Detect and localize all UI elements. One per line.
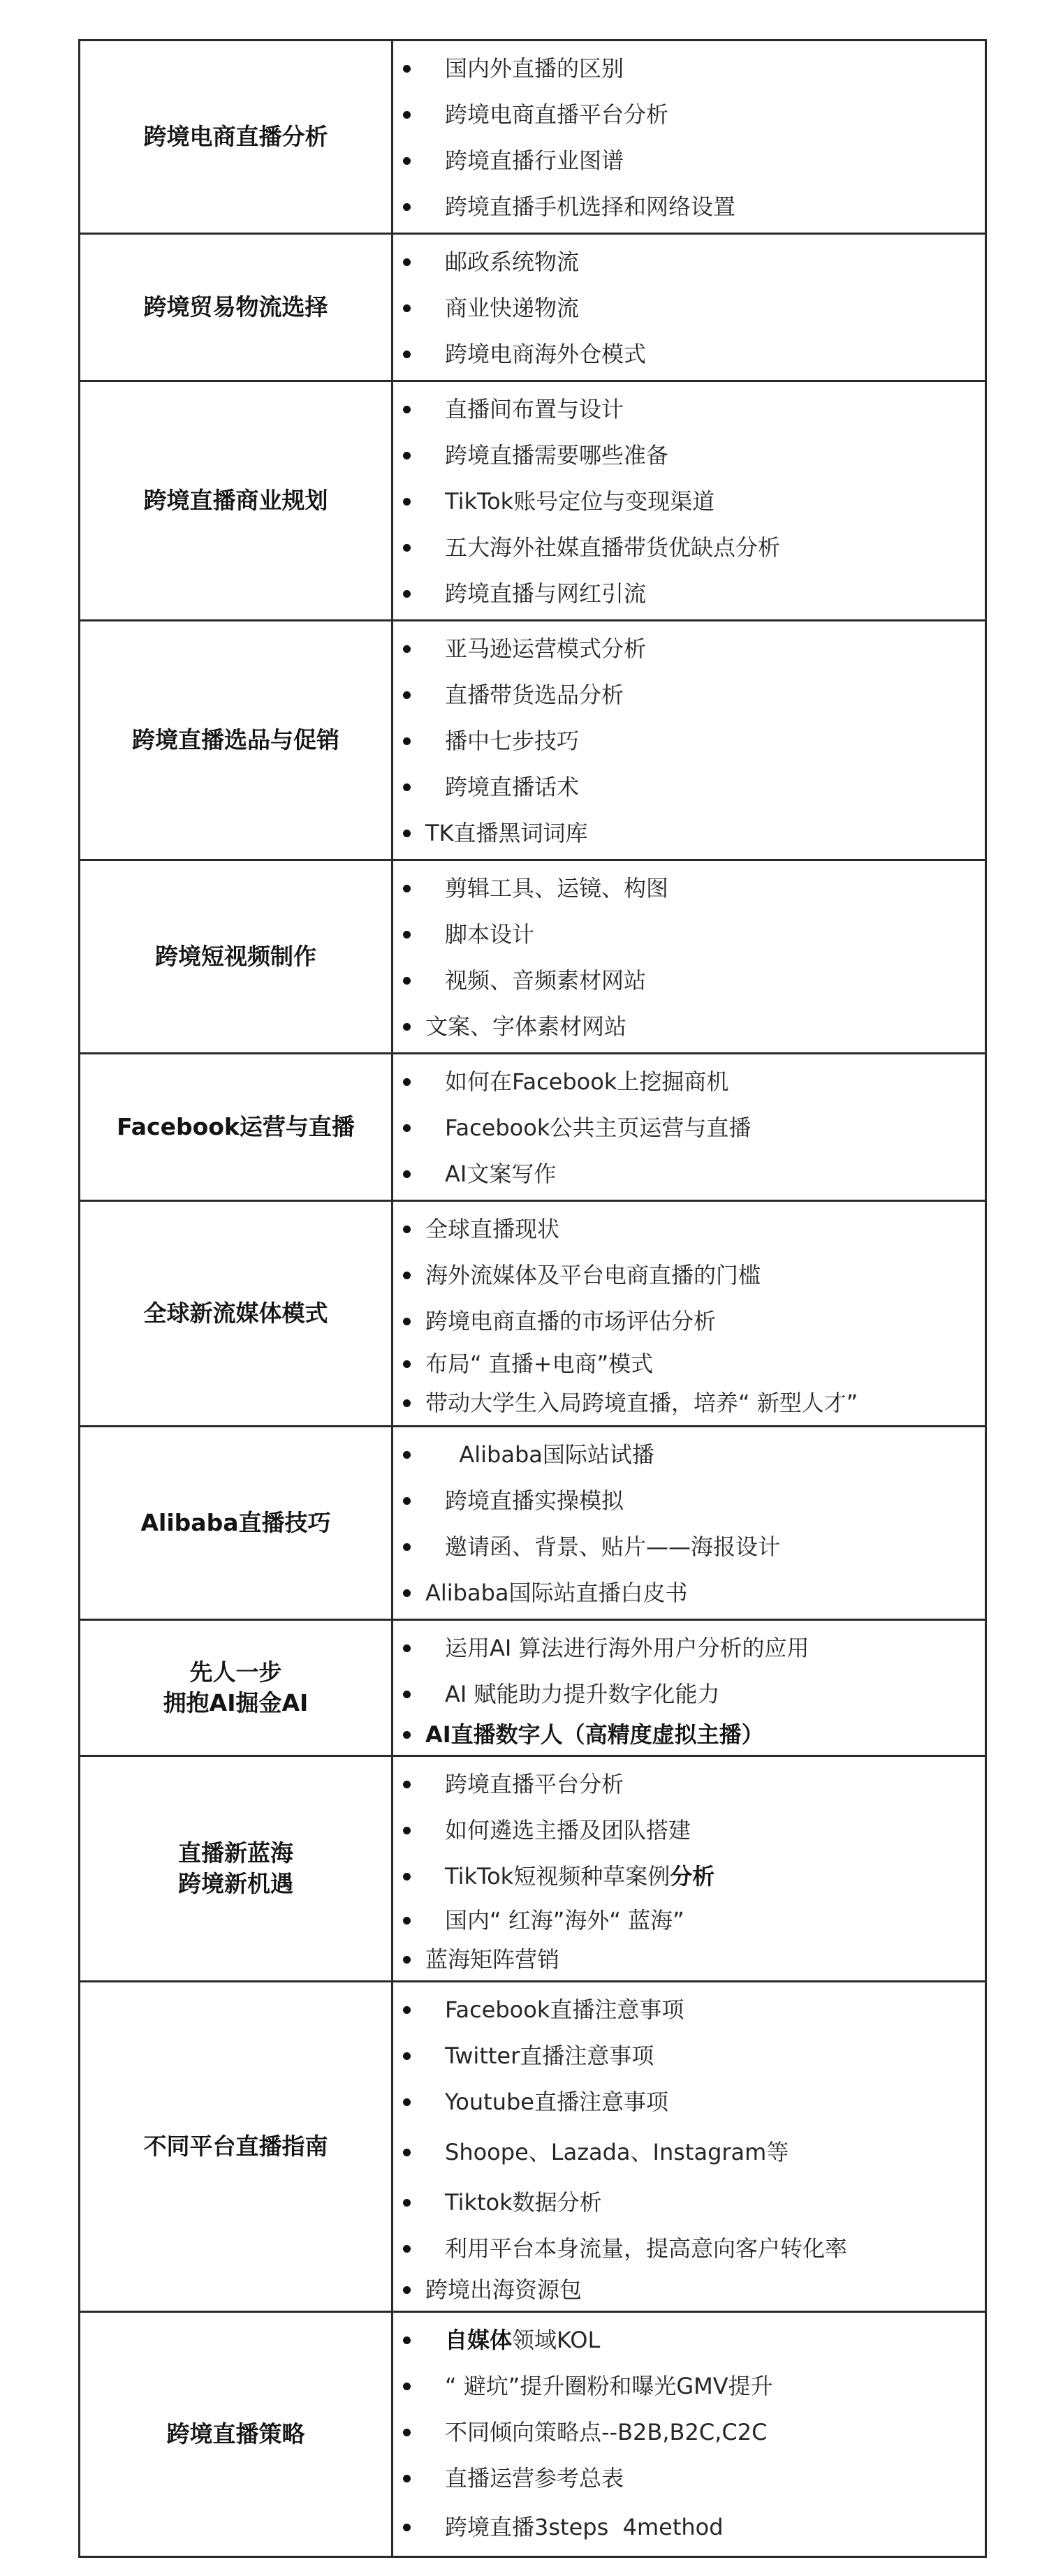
list-item (393, 1344, 985, 1383)
bullet-dot-icon (403, 1497, 411, 1505)
bullet-dot-icon (403, 977, 411, 985)
list-item-text (445, 1478, 624, 1524)
bullet-dot-icon (403, 2006, 411, 2014)
bullet-list (393, 1757, 985, 1980)
list-item-text (445, 718, 579, 764)
bullet-dot-icon (403, 157, 411, 165)
list-item (393, 2501, 985, 2553)
section-title (80, 1427, 393, 1620)
list-item (393, 524, 985, 571)
list-item-text (445, 2079, 668, 2125)
section-items (393, 860, 986, 1054)
list-item-main-text: 五大海外社媒直播带货优缺点分析 (445, 534, 781, 561)
list-item (393, 810, 985, 856)
bullet-dot-icon (403, 1451, 411, 1459)
section-title-line: 不同平台直播指南 (143, 2133, 328, 2160)
bullet-dot-icon (403, 1399, 411, 1407)
list-item (393, 1206, 985, 1252)
list-item-text (445, 524, 780, 571)
section-title-line: Alibaba直播技巧 (140, 1509, 331, 1536)
list-item (393, 672, 985, 718)
bullet-dot-icon (403, 830, 411, 837)
bullet-dot-icon (403, 737, 411, 745)
section-title (80, 621, 393, 860)
bullet-list (393, 382, 985, 619)
list-item-main-text: 带动大学生入局跨境直播，培养“ 新型人才” (425, 1390, 858, 1416)
list-item-main-text: 直播间布置与设计 (445, 396, 624, 422)
list-item-text (445, 1431, 654, 1478)
section-row (80, 2312, 986, 2557)
list-item-text (445, 1059, 728, 1105)
list-item-text (445, 1987, 684, 2033)
list-item-main-text: 播中七步技巧 (445, 728, 580, 754)
list-item-text (445, 911, 534, 957)
list-item-main-text: 视频、音频素材网站 (445, 967, 647, 994)
list-item (393, 1524, 985, 1570)
list-item (393, 2409, 985, 2455)
section-row (80, 1756, 986, 1982)
list-item-main-text: 蓝海矩阵营销 (425, 1946, 560, 1973)
list-item (393, 1252, 985, 1298)
bullet-dot-icon (403, 2149, 411, 2156)
list-item-main-text: TK直播黑词词库 (425, 820, 588, 846)
list-item-main-text: Twitter直播注意事项 (445, 2043, 654, 2069)
list-item-text (445, 1853, 714, 1899)
bullet-dot-icon (403, 2383, 411, 2390)
list-item-main-text: 直播运营参考总表 (445, 2465, 624, 2492)
bullet-dot-icon (403, 65, 411, 73)
list-item-main-text: 利用平台本身流量，提高意向客户转化率 (445, 2235, 848, 2262)
section-title-line: 跨境电商直播分析 (143, 123, 328, 150)
list-item-text (425, 2272, 582, 2308)
section-items (393, 41, 986, 234)
list-item-main-text: 运用AI 算法进行海外用户分析的应用 (445, 1635, 809, 1661)
bullet-dot-icon (403, 2475, 411, 2482)
list-item-main-text: 邀请函、背景、贴片——海报设计 (445, 1533, 781, 1560)
section-title-line: 跨境直播策略 (166, 2420, 305, 2448)
list-item-main-text: 剪辑工具、运镜、构图 (445, 875, 669, 901)
list-item (393, 1899, 985, 1941)
section-row (80, 621, 986, 860)
bullet-dot-icon (403, 783, 411, 791)
bullet-dot-icon (403, 1873, 411, 1881)
list-item-text (445, 2455, 624, 2501)
list-item-main-text: 直播带货选品分析 (445, 682, 624, 708)
bullet-dot-icon (403, 203, 411, 211)
section-row (80, 1054, 986, 1201)
list-item-main-text: 跨境电商直播平台分析 (445, 101, 669, 128)
section-title-line: 全球新流媒体模式 (143, 1300, 328, 1327)
list-item-main-text: 跨境直播实操模拟 (445, 1487, 624, 1514)
list-item (393, 478, 985, 524)
list-item-main-text: Facebook直播注意事项 (445, 1996, 684, 2023)
list-item-text (425, 1570, 688, 1616)
list-item-main-text: 国内“ 红海”海外“ 蓝海” (445, 1907, 684, 1934)
list-item-text (445, 1625, 809, 1671)
list-item (393, 45, 985, 91)
list-item-text (425, 1383, 858, 1422)
list-item-text (425, 1717, 764, 1752)
list-item-main-text: AI 赋能助力提升数字化能力 (445, 1681, 720, 1707)
list-item-main-text: 不同倾向策略点--B2B,B2C,C2C (445, 2419, 768, 2445)
section-items (393, 1054, 986, 1201)
section-title-line: Facebook运营与直播 (117, 1113, 355, 1140)
list-item-main-text: 邮政系统物流 (445, 249, 580, 275)
section-title (80, 1620, 393, 1756)
section-title-line: 先人一步 (189, 1658, 282, 1686)
list-item-bold-tail: 分析 (670, 1863, 715, 1890)
bullet-list (393, 621, 985, 859)
section-title-line: 跨境贸易物流选择 (143, 293, 328, 321)
section-items (393, 1620, 986, 1756)
section-title (80, 2312, 393, 2557)
list-item (393, 1298, 985, 1344)
bullet-dot-icon (403, 1226, 411, 1233)
list-item-main-text: 跨境直播平台分析 (445, 1771, 624, 1797)
bullet-list (393, 235, 985, 380)
section-title (80, 41, 393, 234)
course-outline-table (78, 39, 987, 2558)
bullet-list (393, 41, 985, 233)
list-item-main-text: 跨境直播3steps 4method (445, 2514, 724, 2540)
section-title-line: 跨境新机遇 (178, 1870, 293, 1897)
list-item (393, 957, 985, 1003)
list-item (393, 718, 985, 764)
list-item-main-text: 商业快递物流 (445, 295, 580, 321)
bullet-list (393, 1427, 985, 1619)
list-item-text (445, 764, 579, 810)
section-items (393, 1201, 986, 1427)
bullet-dot-icon (403, 1956, 411, 1964)
list-item (393, 239, 985, 285)
list-item-text (445, 1151, 556, 1197)
bullet-list (393, 1054, 985, 1200)
list-item-bold-lead: 自媒体 (445, 2327, 513, 2353)
bullet-dot-icon (403, 590, 411, 598)
section-items (393, 1427, 986, 1620)
list-item (393, 2079, 985, 2125)
list-item-main-text: 跨境直播话术 (445, 774, 580, 800)
bullet-dot-icon (403, 2098, 411, 2106)
list-item-main-text: 全球直播现状 (425, 1216, 560, 1242)
list-item-text (445, 2225, 847, 2272)
bullet-dot-icon (403, 691, 411, 699)
list-item (393, 2363, 985, 2409)
section-title (80, 1201, 393, 1427)
list-item (393, 911, 985, 957)
list-item-text (425, 1206, 559, 1252)
list-item-text (445, 571, 646, 617)
section-row (80, 1427, 986, 1620)
list-item-text (445, 285, 579, 331)
list-item (393, 2225, 985, 2272)
list-item-main-text: Shoope、Lazada、Instagram等 (445, 2139, 789, 2165)
bullet-dot-icon (403, 2052, 411, 2060)
list-item-text (445, 1524, 780, 1570)
list-item (393, 1105, 985, 1151)
list-item-text (445, 2317, 600, 2363)
list-item-text (445, 957, 646, 1003)
bullet-dot-icon (403, 2429, 411, 2436)
list-item-text (445, 2125, 789, 2179)
list-item (393, 1431, 985, 1478)
section-title (80, 860, 393, 1054)
list-item (393, 1941, 985, 1978)
list-item-text (445, 626, 646, 672)
bullet-dot-icon (403, 1170, 411, 1178)
list-item-text (425, 1941, 559, 1978)
section-title (80, 381, 393, 621)
list-item-main-text: Alibaba国际站直播白皮书 (425, 1580, 688, 1606)
list-item-text (445, 432, 668, 478)
list-item (393, 865, 985, 911)
list-item (393, 1625, 985, 1671)
section-title (80, 1982, 393, 2312)
table-body (80, 41, 986, 2557)
bullet-dot-icon (403, 931, 411, 939)
section-row (80, 1982, 986, 2312)
list-item (393, 1717, 985, 1752)
list-item-text (445, 1671, 720, 1717)
list-item-main-text: 跨境直播需要哪些准备 (445, 442, 669, 469)
list-item-main-text: 脚本设计 (445, 921, 535, 948)
bullet-dot-icon (403, 1917, 411, 1924)
list-item-main-text: 跨境电商直播的市场评估分析 (425, 1308, 717, 1334)
bullet-dot-icon (403, 1543, 411, 1551)
list-item (393, 2179, 985, 2225)
bullet-list (393, 1202, 985, 1425)
list-item-main-text: 如何在Facebook上挖掘商机 (445, 1068, 729, 1095)
section-row (80, 1620, 986, 1756)
list-item-text (445, 184, 735, 230)
bullet-dot-icon (403, 1272, 411, 1279)
section-items (393, 621, 986, 860)
list-item-text (445, 2363, 773, 2409)
bullet-list (393, 861, 985, 1052)
section-items (393, 1756, 986, 1982)
bullet-list (393, 1982, 985, 2311)
bullet-dot-icon (403, 2245, 411, 2253)
bullet-dot-icon (403, 2199, 411, 2207)
list-item-main-text: 领域KOL (512, 2327, 601, 2353)
list-item-text (445, 331, 646, 377)
section-title-line: 跨境直播选品与促销 (132, 726, 339, 753)
bullet-dot-icon (403, 1360, 411, 1368)
list-item (393, 1003, 985, 1050)
list-item (393, 184, 985, 230)
list-item-main-text: 亚马逊运营模式分析 (445, 635, 647, 662)
list-item (393, 1853, 985, 1899)
bullet-dot-icon (403, 544, 411, 552)
section-row (80, 381, 986, 621)
bullet-dot-icon (403, 2336, 411, 2344)
bullet-dot-icon (403, 1644, 411, 1652)
list-item-main-text: 跨境直播行业图谱 (445, 147, 624, 174)
bullet-dot-icon (403, 1827, 411, 1834)
section-title (80, 1054, 393, 1201)
list-item (393, 764, 985, 810)
list-item-main-text: 文案、字体素材网站 (425, 1013, 627, 1040)
section-row (80, 1201, 986, 1427)
section-title (80, 1756, 393, 1982)
list-item-text (445, 478, 714, 524)
bullet-dot-icon (403, 885, 411, 892)
bullet-dot-icon (403, 1078, 411, 1086)
list-item-main-text: Facebook公共主页运营与直播 (445, 1114, 752, 1141)
list-item-text (425, 1298, 716, 1344)
list-item-main-text: 国内外直播的区别 (445, 55, 624, 82)
list-item (393, 571, 985, 617)
bullet-dot-icon (403, 645, 411, 653)
list-item-text (445, 386, 624, 432)
list-item-text (445, 1105, 751, 1151)
list-item (393, 1570, 985, 1616)
list-item-text (445, 672, 624, 718)
list-item-main-text: 跨境直播与网红引流 (445, 580, 647, 607)
list-item (393, 2125, 985, 2179)
bullet-dot-icon (403, 2286, 411, 2294)
list-item (393, 331, 985, 377)
list-item-main-text: AI直播数字人（高精度虚拟主播） (425, 1721, 764, 1748)
section-title (80, 234, 393, 381)
list-item-main-text: 跨境出海资源包 (425, 2276, 582, 2303)
list-item-text (445, 45, 624, 91)
bullet-dot-icon (403, 1023, 411, 1031)
list-item-text (445, 2501, 724, 2553)
bullet-dot-icon (403, 1124, 411, 1132)
section-title-line: 跨境直播商业规划 (143, 487, 328, 514)
list-item-text (445, 239, 579, 285)
bullet-dot-icon (403, 1731, 411, 1739)
list-item-main-text: 跨境电商海外仓模式 (445, 341, 647, 367)
list-item-text (445, 2033, 654, 2079)
list-item (393, 1059, 985, 1105)
list-item-text (445, 91, 668, 138)
list-item (393, 2272, 985, 2308)
bullet-dot-icon (403, 1691, 411, 1698)
list-item (393, 1383, 985, 1422)
bullet-list (393, 1621, 985, 1755)
section-title-line: 拥抱AI掘金AI (163, 1689, 309, 1716)
list-item-text (445, 865, 668, 911)
bullet-dot-icon (403, 111, 411, 119)
list-item-main-text: Alibaba国际站试播 (445, 1441, 654, 1468)
list-item (393, 2455, 985, 2501)
list-item (393, 2317, 985, 2363)
section-items (393, 2312, 986, 2557)
section-row (80, 860, 986, 1054)
list-item-text (425, 810, 588, 856)
list-item (393, 386, 985, 432)
list-item (393, 626, 985, 672)
list-item-text (445, 2179, 602, 2225)
list-item-text (445, 2409, 767, 2455)
section-items (393, 381, 986, 621)
list-item-text (445, 1807, 691, 1853)
bullet-dot-icon (403, 406, 411, 413)
bullet-dot-icon (403, 351, 411, 358)
list-item-text (425, 1003, 626, 1050)
section-row (80, 41, 986, 234)
list-item-main-text: 布局“ 直播+电商”模式 (425, 1350, 654, 1377)
list-item (393, 1151, 985, 1197)
section-title-line: 直播新蓝海 (178, 1839, 293, 1867)
list-item-main-text: “ 避坑”提升圈粉和曝光GMV提升 (445, 2373, 773, 2399)
list-item-main-text: TikTok短视频种草案例 (445, 1863, 670, 1890)
bullet-dot-icon (403, 498, 411, 506)
section-row (80, 234, 986, 381)
list-item-main-text: 海外流媒体及平台电商直播的门槛 (425, 1262, 761, 1288)
list-item (393, 1671, 985, 1717)
bullet-dot-icon (403, 304, 411, 312)
section-items (393, 234, 986, 381)
list-item (393, 138, 985, 184)
list-item-main-text: Tiktok数据分析 (445, 2189, 602, 2216)
list-item-main-text: Youtube直播注意事项 (445, 2089, 668, 2115)
list-item-text (445, 1761, 624, 1807)
list-item-text (445, 138, 624, 184)
list-item (393, 91, 985, 138)
list-item-text (425, 1252, 761, 1298)
list-item (393, 1761, 985, 1807)
bullet-dot-icon (403, 1318, 411, 1325)
list-item (393, 285, 985, 331)
bullet-dot-icon (403, 452, 411, 459)
bullet-dot-icon (403, 258, 411, 266)
list-item-main-text: TikTok账号定位与变现渠道 (445, 488, 715, 515)
section-items (393, 1982, 986, 2312)
list-item (393, 1987, 985, 2033)
list-item (393, 1807, 985, 1853)
list-item-main-text: 如何遴选主播及团队搭建 (445, 1817, 691, 1843)
bullet-dot-icon (403, 1781, 411, 1788)
list-item (393, 432, 985, 478)
bullet-dot-icon (403, 2524, 411, 2531)
list-item (393, 2033, 985, 2079)
list-item-main-text: AI文案写作 (445, 1161, 557, 1187)
list-item (393, 1478, 985, 1524)
list-item-text (445, 1899, 684, 1941)
list-item-text (425, 1344, 653, 1383)
bullet-list (393, 2313, 985, 2556)
bullet-dot-icon (403, 1589, 411, 1597)
section-title-line: 跨境短视频制作 (155, 943, 316, 970)
list-item-main-text: 跨境直播手机选择和网络设置 (445, 193, 736, 220)
